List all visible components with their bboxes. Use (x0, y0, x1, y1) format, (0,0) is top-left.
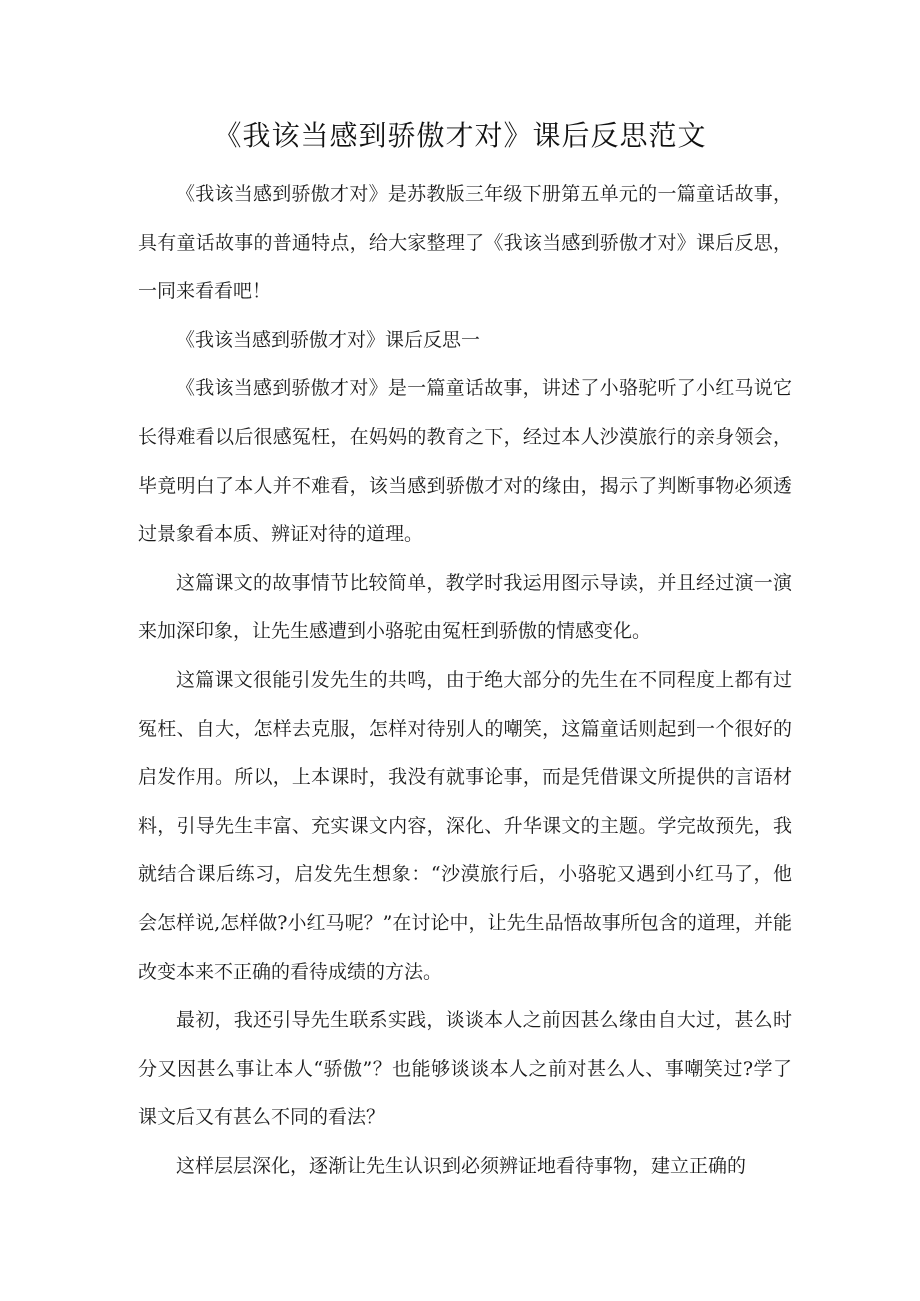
paragraph-intro: 《我该当感到骄傲才对》是苏教版三年级下册第五单元的一篇童话故事，具有童话故事的普通特点，给大家整理了《我该当感到骄傲才对》课后反思，一同来看看吧！ (138, 183, 792, 303)
document-body (138, 170, 792, 1190)
paragraph-story-summary: 《我该当感到骄傲才对》是一篇童话故事，讲述了小骆驼听了小红马说它长得难看以后很感冤枉，在妈妈的教育之下，经过本人沙漠旅行的亲身领会，毕竟明白了本人并不难看，该当感到骄傲才对的缘由，揭示了判断事物必须透过景象看本质、辨证对待的道理。 (138, 377, 792, 546)
paragraph-resonance: 这篇课文很能引发先生的共鸣，由于绝大部分的先生在不同程度上都有过冤枉、自大，怎样去克服，怎样对待别人的嘲笑，这篇童话则起到一个很好的启发作用。所以，上本课时，我没有就事论事，而是凭借课文所提供的言语材料，引导先生丰富、充实课文内容，深化、升华课文的主题。学完故预先，我就结合课后练习，启发先生想象：“沙漠旅行后，小骆驼又遇到小红马了，他会怎样说,怎样做?小红马呢？”在讨论中，让先生品悟故事所包含的道理，并能改变本来不正确的看待成绩的方法。 (138, 668, 792, 983)
paragraph-practice: 最初，我还引导先生联系实践，谈谈本人之前因甚么缘由自大过，甚么时分又因甚么事让本人“骄傲”？也能够谈谈本人之前对甚么人、事嘲笑过?学了课文后又有甚么不同的看法？ (138, 1009, 792, 1129)
paragraph-conclusion: 这样层层深化，逐渐让先生认识到必须辨证地看待事物，建立正确的 (176, 1154, 747, 1177)
document-title: 《我该当感到骄傲才对》课后反思范文 (213, 119, 707, 152)
paragraph-teaching-method: 这篇课文的故事情节比较简单，教学时我运用图示导读，并且经过演一演来加深印象，让先生感遭到小骆驼由冤枉到骄傲的情感变化。 (138, 571, 792, 643)
paragraph-section-heading: 《我该当感到骄傲才对》课后反思一 (176, 328, 481, 351)
